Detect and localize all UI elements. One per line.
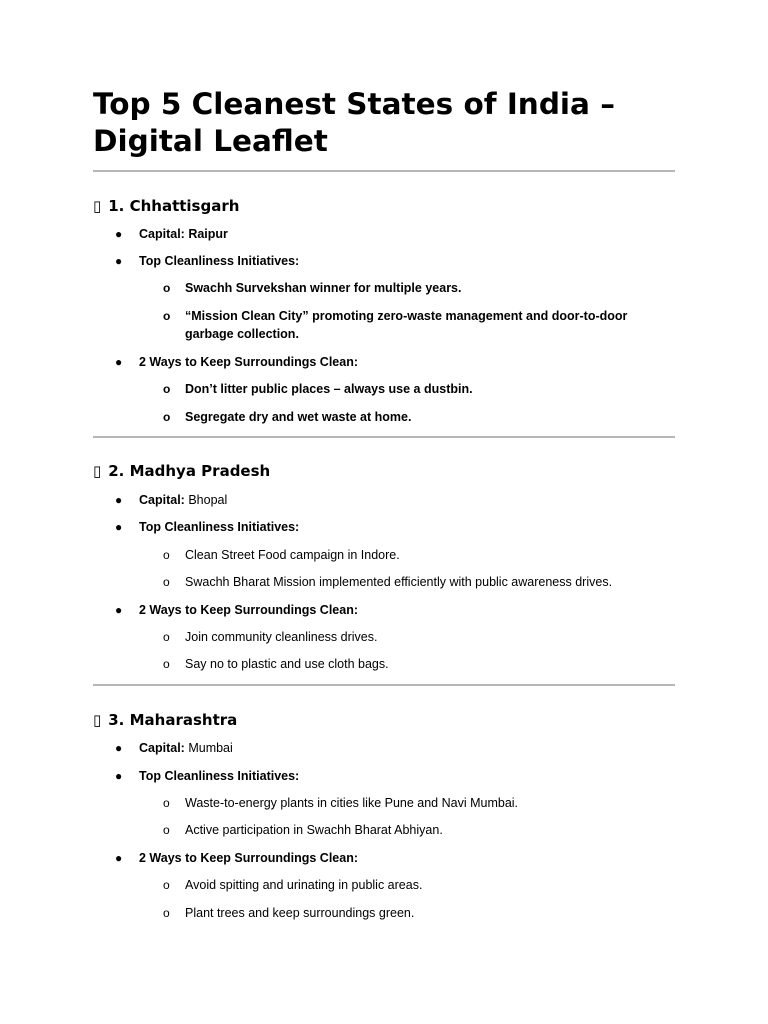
initiative-item: o Active participation in Swachh Bharat Abhiyan.: [163, 823, 443, 837]
bullet-icon: ●: [115, 355, 123, 369]
missing-emoji-icon: ▯: [93, 462, 102, 480]
way-item: o Join community cleanliness drives.: [163, 630, 378, 644]
bullet-o-icon: o: [163, 906, 170, 920]
capital-item: ● Capital: Raipur: [115, 227, 228, 241]
capital-value: Mumbai: [188, 741, 233, 755]
way-item: o Don’t litter public places – always use a dustbin.: [163, 382, 473, 396]
way-item: o Plant trees and keep surroundings green.: [163, 906, 415, 920]
capital-item: ● Capital: Mumbai: [115, 741, 233, 755]
bullet-o-icon: o: [163, 382, 171, 396]
ways-label: ● 2 Ways to Keep Surroundings Clean:: [115, 603, 359, 617]
bullet-icon: ●: [115, 520, 123, 534]
missing-emoji-icon: ▯: [93, 197, 102, 215]
way-item: o Say no to plastic and use cloth bags.: [163, 657, 389, 671]
document-title: [93, 86, 693, 160]
title-line-1: Top 5 Cleanest States of India –: [93, 87, 615, 121]
bullet-o-icon: o: [163, 548, 170, 562]
bullet-o-icon: o: [163, 796, 170, 810]
initiatives-label: ● Top Cleanliness Initiatives:: [115, 520, 300, 534]
divider: [93, 436, 675, 438]
ways-label: ● 2 Ways to Keep Surroundings Clean:: [115, 851, 359, 865]
bullet-o-icon: o: [163, 281, 171, 295]
bullet-o-icon: o: [163, 309, 171, 323]
bullet-o-icon: o: [163, 823, 170, 837]
bullet-o-icon: o: [163, 410, 171, 424]
divider: [93, 684, 675, 686]
initiatives-label: ● Top Cleanliness Initiatives:: [115, 254, 300, 268]
initiative-item-continued: garbage collection.: [185, 327, 299, 341]
initiative-item: o Swachh Survekshan winner for multiple years.: [163, 281, 462, 295]
bullet-o-icon: o: [163, 575, 170, 589]
initiative-item: o Waste-to-energy plants in cities like Pune and Navi Mumbai.: [163, 796, 519, 810]
bullet-o-icon: o: [163, 878, 170, 892]
bullet-o-icon: o: [163, 630, 170, 644]
way-item: o Segregate dry and wet waste at home.: [163, 410, 412, 424]
bullet-icon: ●: [115, 851, 123, 865]
bullet-icon: ●: [115, 741, 123, 755]
initiative-item: o “Mission Clean City” promoting zero-waste management and door-to-door: [163, 309, 628, 323]
bullet-icon: ●: [115, 493, 123, 507]
bullet-o-icon: o: [163, 657, 170, 671]
bullet-icon: ●: [115, 769, 123, 783]
bullet-icon: ●: [115, 227, 123, 241]
capital-value: Raipur: [188, 227, 228, 241]
initiatives-label: ● Top Cleanliness Initiatives:: [115, 769, 300, 783]
capital-item: ● Capital: Bhopal: [115, 493, 228, 507]
title-line-2: Digital Leaflet: [93, 124, 328, 158]
divider: [93, 170, 675, 172]
capital-value: Bhopal: [188, 493, 228, 507]
missing-emoji-icon: ▯: [93, 711, 102, 729]
initiative-item: o Clean Street Food campaign in Indore.: [163, 548, 400, 562]
section-heading-chhattisgarh: ▯ 1. Chhattisgarh: [93, 197, 240, 215]
bullet-icon: ●: [115, 254, 123, 268]
section-heading-maharashtra: ▯ 3. Maharashtra: [93, 711, 238, 729]
section-heading-madhya-pradesh: ▯ 2. Madhya Pradesh: [93, 462, 271, 480]
initiative-item: o Swachh Bharat Mission implemented efficiently with public awareness drives.: [163, 575, 613, 589]
way-item: o Avoid spitting and urinating in public areas.: [163, 878, 423, 892]
ways-label: ● 2 Ways to Keep Surroundings Clean:: [115, 355, 359, 369]
bullet-icon: ●: [115, 603, 123, 617]
